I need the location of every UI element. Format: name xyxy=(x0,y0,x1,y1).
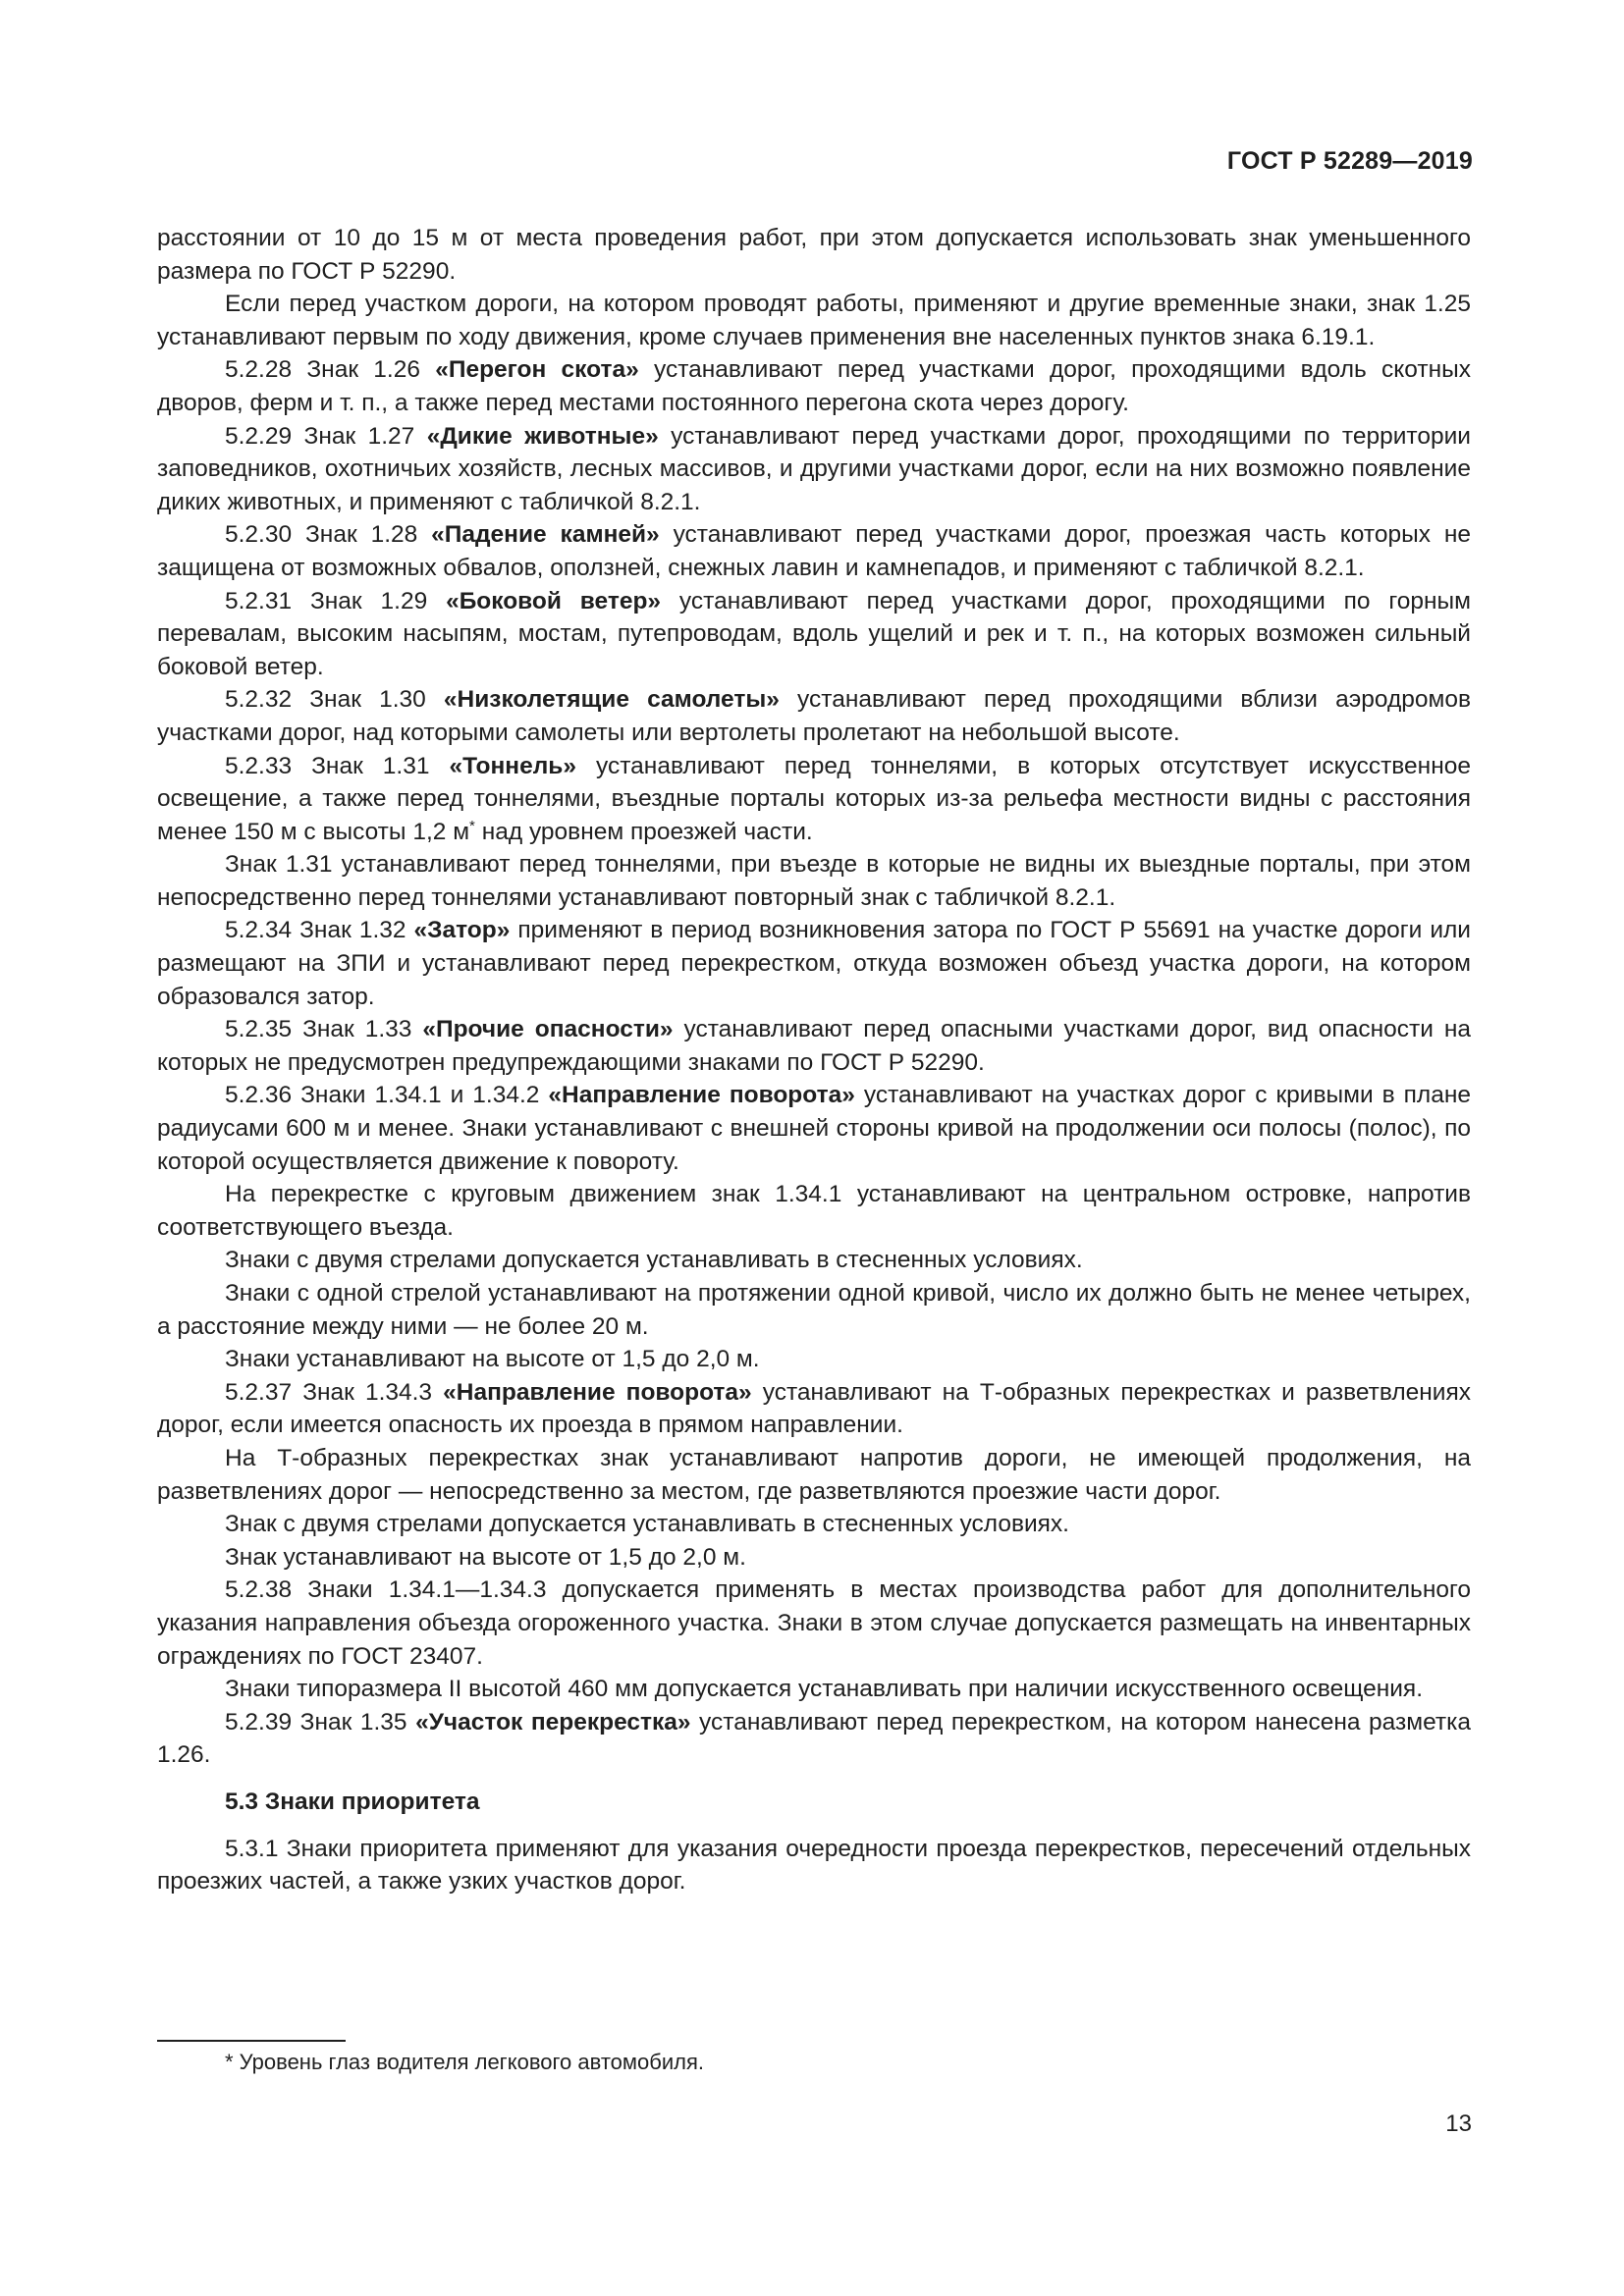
paragraph-text: 5.2.35 Знак 1.33 xyxy=(225,1016,423,1043)
paragraph-text: 5.2.33 Знак 1.31 xyxy=(225,752,450,779)
paragraph xyxy=(157,1508,1471,1541)
sign-name: «Участок перекрестка» xyxy=(415,1708,691,1735)
paragraph-text: устанавливают на участках дорог с кривыми в плане радиусами 600 м и менее. Знаки устанавливают с внешней стороны кривой на продолжении оси полосы (полос), по которой осуществляется движение к повороту. xyxy=(157,1082,1471,1175)
paragraph xyxy=(157,585,1471,684)
paragraph-text: устанавливают перед тоннелями, в которых отсутствует искусственное освещение, а также перед тоннелями, въездные порталы которых из-за рельефа местности видны с расстояния менее 150 м с высоты 1,2 м xyxy=(157,752,1471,845)
paragraph-text: устанавливают перед участками дорог, проезжая часть которых не защищена от возможных обвалов, оползней, снежных лавин и камнепадов, и применяют с табличкой 8.2.1. xyxy=(157,521,1471,581)
paragraph xyxy=(157,420,1471,519)
paragraph-text: устанавливают перед участками дорог, проходящими по территории заповедников, охотничьих хозяйств, лесных массивов, и другими участками дорог, если на них возможно появление диких животных, и применяют с табличкой 8.2.1. xyxy=(157,422,1471,515)
paragraph-text: 5.2.29 Знак 1.27 xyxy=(225,422,427,450)
sign-name: «Падение камней» xyxy=(431,521,660,549)
sign-name: «Тоннель» xyxy=(449,752,576,779)
sign-name: «Дикие животные» xyxy=(426,422,659,450)
paragraph-text: 5.2.32 Знак 1.30 xyxy=(225,686,444,714)
paragraph xyxy=(157,1277,1471,1343)
paragraph-text: расстоянии от 10 до 15 м от места проведения работ, при этом допускается использовать знак уменьшенного размера по ГОСТ Р 52290. xyxy=(157,225,1471,285)
paragraph-text: Знаки с двумя стрелами допускается устанавливать в стесненных условиях. xyxy=(225,1247,1083,1274)
paragraph xyxy=(157,750,1471,849)
paragraph-text: На Т-образных перекрестках знак устанавливают напротив дороги, не имеющей продолжения, на разветвлениях дорог — непосредственно за местом, где разветвляются проезжие части дорог. xyxy=(157,1444,1471,1505)
paragraph xyxy=(157,848,1471,914)
paragraph-text: Знаки с одной стрелой устанавливают на протяжении одной кривой, число их должно быть не менее четырех, а расстояние между ними — не более 20 м. xyxy=(157,1280,1471,1340)
sign-name: «Направление поворота» xyxy=(443,1378,752,1406)
sign-name: «Затор» xyxy=(413,917,511,944)
sign-name: «Низколетящие самолеты» xyxy=(443,686,780,714)
paragraph xyxy=(157,222,1471,288)
paragraph xyxy=(157,1343,1471,1376)
paragraph xyxy=(157,288,1471,353)
paragraph-text: Знак 1.31 устанавливают перед тоннелями, при въезде в которые не видны их выездные порталы, при этом непосредственно перед тоннелями устанавливают повторный знак с табличкой 8.2.1. xyxy=(157,851,1471,911)
paragraph xyxy=(157,1178,1471,1244)
paragraph xyxy=(157,1013,1471,1079)
footnote: * Уровень глаз водителя легкового автомобиля. xyxy=(225,2050,704,2074)
paragraph xyxy=(157,1442,1471,1508)
paragraph-text: 5.3.1 Знаки приоритета применяют для указания очередности проезда перекрестков, пересечений отдельных проезжих частей, а также узких участков дорог. xyxy=(157,1835,1471,1896)
paragraphs-after-section xyxy=(157,1833,1471,1898)
paragraphs-before-section xyxy=(157,222,1471,1772)
paragraph xyxy=(157,914,1471,1013)
paragraph-text: применяют в период возникновения затора по ГОСТ Р 55691 на участке дороги или размещают на ЗПИ и устанавливают перед перекрестком, откуда возможен объезд участка дороги, на котором образовался затор. xyxy=(157,917,1471,1010)
document-header: ГОСТ Р 52289—2019 xyxy=(1226,147,1473,175)
paragraph-text: устанавливают перед перекрестком, на котором нанесена разметка 1.26. xyxy=(157,1708,1471,1769)
paragraph-text: 5.2.38 Знаки 1.34.1—1.34.3 допускается применять в местах производства работ для дополнительного указания направления объезда огороженного участка. Знаки в этом случае допускается размещать на инвентарных ограждениях по ГОСТ 23407. xyxy=(157,1576,1471,1670)
footnote-marker: * xyxy=(469,817,475,834)
sign-name: «Направление поворота» xyxy=(548,1082,855,1109)
paragraph-text: Если перед участком дороги, на котором проводят работы, применяют и другие временные знаки, знак 1.25 устанавливают первым по ходу движения, кроме случаев применения вне населенных пунктов знака 6.19.1. xyxy=(157,291,1471,350)
paragraph-text: устанавливают на Т-образных перекрестках и разветвлениях дорог, если имеется опасность их проезда в прямом направлении. xyxy=(157,1378,1471,1439)
paragraph xyxy=(157,1673,1471,1706)
paragraph-text: над уровнем проезжей части. xyxy=(474,818,813,845)
paragraph-text: 5.2.36 Знаки 1.34.1 и 1.34.2 xyxy=(225,1082,549,1109)
paragraph-text: 5.2.34 Знак 1.32 xyxy=(225,917,414,944)
paragraph-text: 5.2.39 Знак 1.35 xyxy=(225,1708,416,1735)
paragraph xyxy=(157,1079,1471,1178)
paragraph-text: Знак устанавливают на высоте от 1,5 до 2,0 м. xyxy=(225,1543,746,1571)
paragraph xyxy=(157,1574,1471,1673)
paragraph-text: устанавливают перед участками дорог, проходящими по горным перевалам, высоким насыпям, мостам, путепроводам, вдоль ущелий и рек и т. п., на которых возможен сильный боковой ветер. xyxy=(157,587,1472,680)
paragraph xyxy=(157,1706,1471,1772)
paragraph xyxy=(157,353,1471,419)
sign-name: «Боковой ветер» xyxy=(446,587,662,614)
sign-name: «Перегон скота» xyxy=(435,356,639,384)
paragraph xyxy=(157,1376,1471,1442)
footnote-divider xyxy=(157,2040,346,2042)
paragraph-text: На перекрестке с круговым движением знак 1.34.1 устанавливают на центральном островке, напротив соответствующего въезда. xyxy=(157,1181,1471,1241)
paragraph-text: устанавливают перед проходящими вблизи аэродромов участками дорог, над которыми самолеты или вертолеты пролетают на небольшой высоте. xyxy=(157,686,1472,746)
sign-name: «Прочие опасности» xyxy=(422,1016,674,1043)
paragraph xyxy=(157,683,1471,749)
paragraph-text: 5.2.31 Знак 1.29 xyxy=(225,587,447,614)
paragraph-text: 5.2.37 Знак 1.34.3 xyxy=(225,1378,444,1406)
paragraph xyxy=(157,1833,1471,1898)
page-number: 13 xyxy=(1445,2110,1472,2137)
paragraph xyxy=(157,1244,1471,1277)
paragraph-text: Знак с двумя стрелами допускается устанавливать в стесненных условиях. xyxy=(225,1511,1069,1538)
paragraph-text: Знаки типоразмера II высотой 460 мм допускается устанавливать при наличии искусственного освещения. xyxy=(225,1676,1423,1703)
paragraph xyxy=(157,518,1471,584)
paragraph-text: устанавливают перед участками дорог, проходящими вдоль скотных дворов, ферм и т. п., а также перед местами постоянного перегона скота через дорогу. xyxy=(157,356,1471,416)
paragraph-text: устанавливают перед опасными участками дорог, вид опасности на которых не предусмотрен предупреждающими знаками по ГОСТ Р 52290. xyxy=(157,1016,1471,1076)
document-body xyxy=(157,222,1471,1898)
paragraph xyxy=(157,1541,1471,1575)
paragraph-text: 5.2.30 Знак 1.28 xyxy=(225,521,432,549)
section-heading: 5.3 Знаки приоритета xyxy=(225,1788,480,1815)
paragraph-text: Знаки устанавливают на высоте от 1,5 до 2,0 м. xyxy=(225,1346,760,1373)
paragraph-text: 5.2.28 Знак 1.26 xyxy=(225,356,436,384)
